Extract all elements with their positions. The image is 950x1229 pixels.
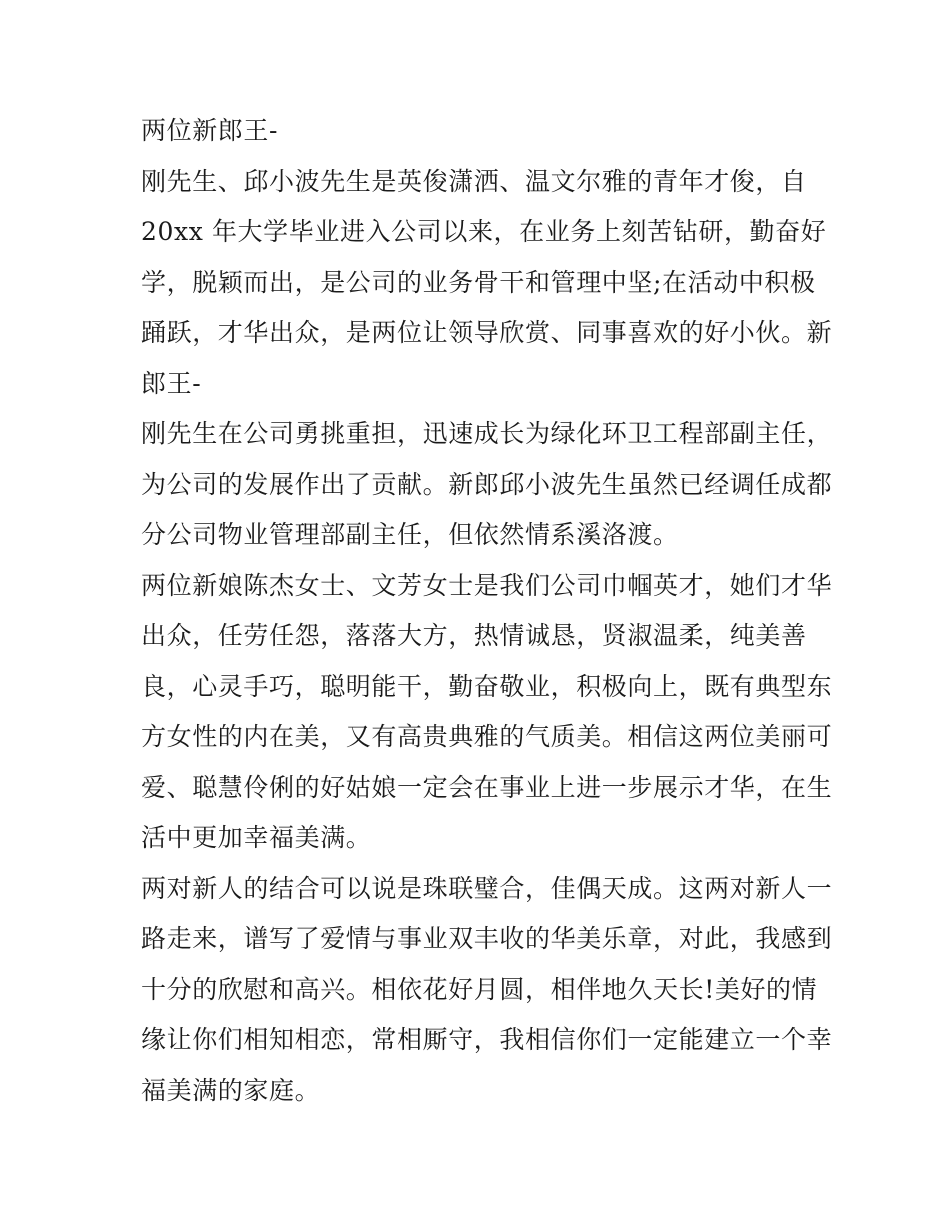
text-line-20: 福美满的家庭。 [141, 1075, 321, 1105]
text-line-13: 方女性的内在美，又有高贵典雅的气质美。相信这两位美丽可 [141, 722, 833, 751]
text-line-14: 爱、聪慧伶俐的好姑娘一定会在事业上进一步展示才华，在生 [141, 772, 833, 802]
text-line-1: 两位新郎王- [141, 116, 279, 145]
text-line-3: 20xx 年大学毕业进入公司以来，在业务上刻苦钻研，勤奋好 [141, 217, 827, 246]
text-line-8: 为公司的发展作出了贡献。新郎邱小波先生虽然已经调任成都 [141, 469, 833, 499]
text-line-18: 十分的欣慰和高兴。相依花好月圆，相伴地久天长!美好的情 [141, 974, 818, 1004]
text-line-9: 分公司物业管理部副主任，但依然情系溪洛渡。 [141, 520, 679, 549]
text-line-15: 活中更加幸福美满。 [141, 823, 372, 852]
document-body [141, 106, 833, 1116]
text-line-2: 刚先生、邱小波先生是英俊潇洒、温文尔雅的青年才俊，自 [141, 166, 807, 196]
text-line-10: 两位新娘陈杰女士、文芳女士是我们公司巾帼英才，她们才华 [141, 570, 833, 600]
text-line-4: 学，脱颖而出，是公司的业务骨干和管理中坚;在活动中积极 [141, 267, 816, 297]
text-line-19: 缘让你们相知相恋，常相厮守，我相信你们一定能建立一个幸 [141, 1025, 833, 1054]
text-line-5: 踊跃，才华出众，是两位让领导欣赏、同事喜欢的好小伙。新 [141, 318, 833, 347]
text-line-6: 郎王- [141, 368, 202, 398]
text-line-11: 出众，任劳任怨，落落大方，热情诚恳，贤淑温柔，纯美善 [141, 621, 807, 650]
text-line-12: 良，心灵手巧，聪明能干，勤奋敬业，积极向上，既有典型东 [141, 671, 833, 701]
text-line-7: 刚先生在公司勇挑重担，迅速成长为绿化环卫工程部副主任， [141, 419, 833, 448]
text-line-16: 两对新人的结合可以说是珠联璧合，佳偶天成。这两对新人一 [141, 873, 833, 903]
text-line-17: 路走来，谱写了爱情与事业双丰收的华美乐章，对此，我感到 [141, 924, 833, 953]
